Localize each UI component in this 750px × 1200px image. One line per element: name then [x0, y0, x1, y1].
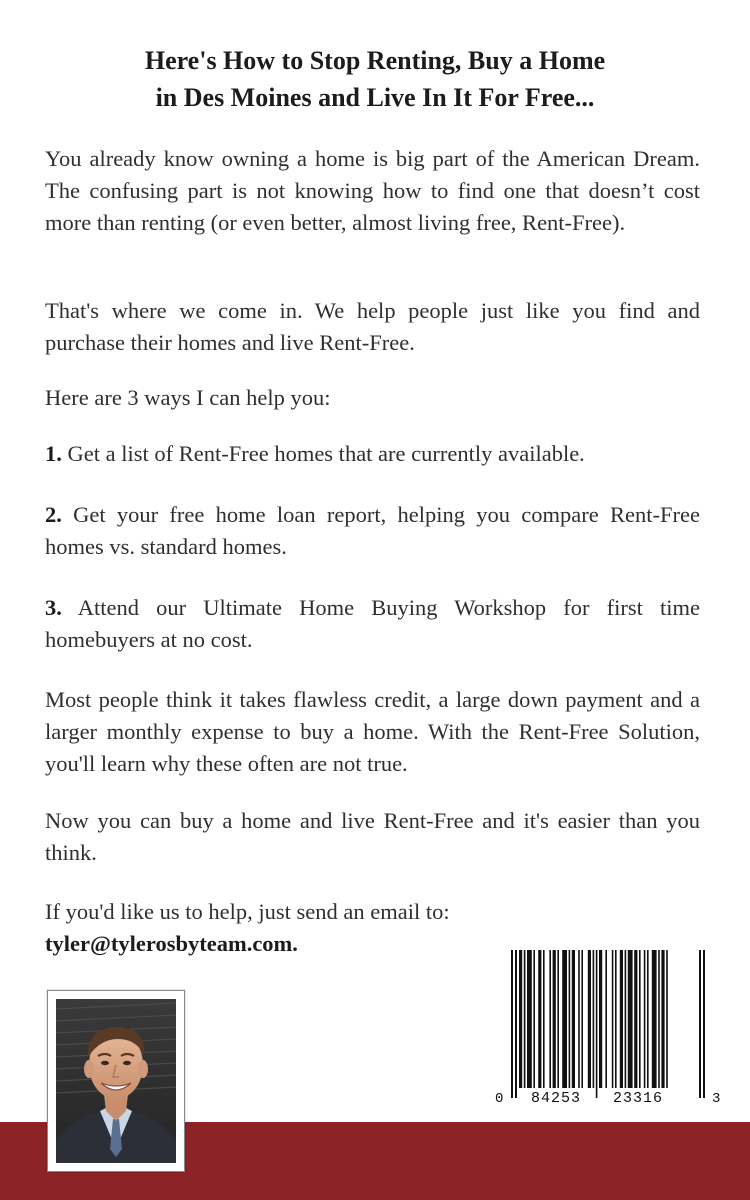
author-portrait-image [56, 999, 176, 1163]
isbn-barcode [493, 944, 725, 1110]
barcode-bar [593, 950, 595, 1088]
barcode-digits-group-1: 84253 [531, 1090, 582, 1107]
barcode-digit-right: 3 [712, 1091, 721, 1107]
barcode-bar [652, 950, 657, 1088]
barcode-bar [644, 950, 646, 1088]
barcode-bar [562, 950, 567, 1088]
barcode-bar [666, 950, 668, 1088]
barcode-digits-group-2: 23316 [613, 1090, 664, 1107]
list-item-1-text: Get a list of Rent-Free homes that are currently available. [61, 441, 585, 466]
barcode-bar [538, 950, 541, 1088]
barcode-bar [612, 950, 614, 1088]
headline [60, 42, 690, 116]
barcode-bar [699, 950, 701, 1098]
list-item-2-text: Get your free home loan report, helping you compare Rent-Free homes vs. standard homes. [45, 502, 700, 559]
barcode-bar [578, 950, 580, 1088]
list-item-2-number: 2. [45, 502, 62, 527]
contact-text: If you'd like us to help, just send an email to: [45, 899, 450, 924]
easier-paragraph: Now you can buy a home and live Rent-Free and it's easier than you think. [45, 808, 700, 865]
barcode-bar [519, 950, 522, 1088]
barcode-bar [511, 950, 513, 1098]
barcode-bar [572, 950, 575, 1088]
barcode-bar [527, 950, 532, 1088]
barcode-image [493, 944, 725, 1110]
list-item-1-number: 1. [45, 441, 62, 466]
ways-intro: Here are 3 ways I can help you: [45, 385, 331, 410]
barcode-bar [524, 950, 526, 1088]
list-item-1 [45, 438, 700, 470]
list-item-2 [45, 499, 700, 563]
barcode-bar [615, 950, 617, 1088]
barcode-bar [569, 950, 571, 1088]
author-photo [47, 990, 185, 1172]
barcode-bar [661, 950, 664, 1088]
barcode-bar [588, 950, 591, 1088]
barcode-bar [596, 950, 598, 1098]
myths-paragraph: Most people think it takes flawless credit, a large down payment and a larger monthly expense to buy a home. With the Rent-Free Solution, you'll learn why these often are not true. [45, 687, 700, 776]
barcode-bar [620, 950, 623, 1088]
headline-line-2: in Des Moines and Live In It For Free... [155, 83, 595, 112]
barcode-bar [581, 950, 583, 1088]
barcode-bar [515, 950, 517, 1098]
barcode-bar [647, 950, 649, 1088]
barcode-bar [599, 950, 602, 1088]
barcode-digit-left: 0 [495, 1091, 504, 1107]
barcode-bar [628, 950, 633, 1088]
barcode-bar [553, 950, 556, 1088]
list-item-3-number: 3. [45, 595, 62, 620]
barcode-bar [549, 950, 551, 1088]
barcode-bar [543, 950, 545, 1088]
barcode-bar [703, 950, 705, 1098]
list-item-3-text: Attend our Ultimate Home Buying Workshop for first time homebuyers at no cost. [45, 595, 700, 652]
barcode-bar [634, 950, 637, 1088]
list-item-3 [45, 592, 700, 656]
where-paragraph: That's where we come in. We help people just like you find and purchase their homes and live Rent-Free. [45, 298, 700, 355]
barcode-bar [533, 950, 535, 1088]
barcode-bar [658, 950, 660, 1088]
barcode-bar [625, 950, 627, 1088]
intro-paragraph: You already know owning a home is big part of the American Dream. The confusing part is not knowing how to find one that doesn’t cost more than renting (or even better, almost living free, Rent-Free). [45, 146, 700, 235]
headline-line-1: Here's How to Stop Renting, Buy a Home [144, 46, 606, 75]
barcode-bar [557, 950, 559, 1088]
email-address: tyler@tylerosbyteam.com. [45, 931, 298, 956]
barcode-bar [639, 950, 641, 1088]
barcode-bar [605, 950, 607, 1088]
